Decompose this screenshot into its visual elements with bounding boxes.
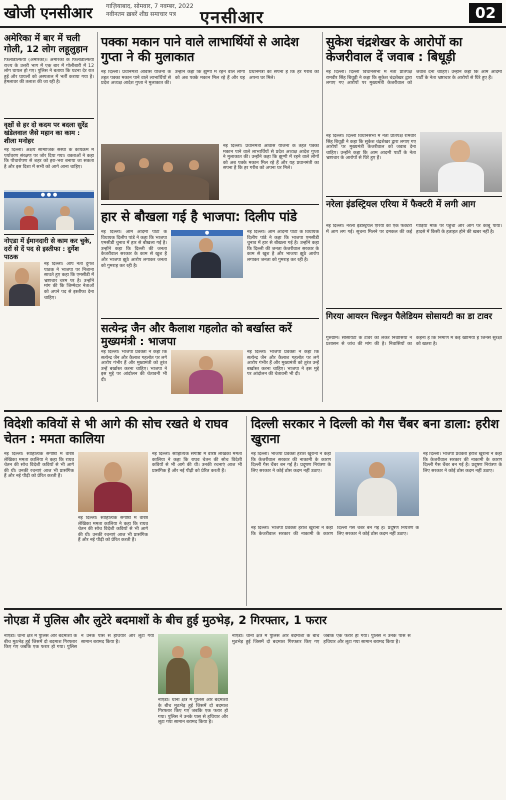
newspaper-name: खोजी एनसीआर (4, 4, 93, 22)
story-body: नई दिल्ली। साहित्यिक संगोष्ठी में वरिष्ठ लेखिका ममता कालिया ने कहा कि राघव चेतन की सोच विदेशी कवियों से भी आगे की थी। उनकी रचनाएं आज भी प्रासंगिक हैं और नई पीढ़ी को प्रेरित करती हैं। (4, 452, 74, 480)
dateline (106, 3, 196, 19)
story-body-cont: नई दिल्ली। भाजपा प्रवक्ता ने कहा कि सत्येन्द्र जैन और कैलाश गहलोत पर लगे आरोप गंभीर हैं और मुख्यमंत्री को तुरंत उन्हें बर्खास्त करना चाहिए। भाजपा ने इस मुद्दे पर आंदोलन की चेतावनी भी दी। (247, 350, 319, 378)
person-head (24, 206, 34, 216)
divider (326, 308, 502, 309)
dateline-tagline: नवीनतम ख़बरें शीघ्र समाचार पत्र (106, 11, 176, 18)
person-head (450, 140, 470, 162)
person-body (357, 478, 397, 516)
story-body: नई दिल्ली। अक्षय सामाजिक संस्था के कार्यक्रम में पर्यावरण संरक्षण पर जोर दिया गया। वक्ताओं ने कहा कि पौधारोपण से शहर को हरा-भरा बनाया जा सकता है और इस दिशा में सभी को आगे आना चाहिए। (4, 148, 94, 170)
headline: विदेशी कवियों से भी आगे की सोच रखते थे राघव चेतन : ममता कालिया (4, 416, 228, 446)
person-body (20, 216, 38, 230)
headline: दिल्ली सरकार ने दिल्ली को गैस चैंबर बना डाला: हरीश खुराना (251, 416, 500, 446)
column-divider (322, 32, 323, 402)
section-divider (4, 410, 502, 412)
column-divider (246, 416, 247, 606)
headline: नोएडा में पुलिस और लुटेरे बदमाशों के बीच हुई मुठभेड़, 2 गिरफ्तार, 1 फरार (4, 613, 327, 627)
story-body: नोएडा। थाना क्षेत्र में पुलिस और बदमाशों के बीच मुठभेड़ हुई जिसमें दो बदमाश गिरफ्तार किए गए जबकि एक फरार हो गया। पुलिस ने उनके पास से हथियार और लूटा गया सामान बरामद किया है। (4, 634, 154, 651)
headline: नोएडा में ईमानदारी से काम कर चुके, दरों से दें पद से इस्तीफा : दुर्गेश पाठक (4, 237, 92, 261)
story-body-cont: नई दिल्ली। प्रधानमंत्री आवास योजना के तहत पक्का मकान पाने वाले लाभार्थियों से प्रदेश अध्यक्ष आदेश गुप्ता ने मुलाकात की। उन्होंने कहा कि झुग्गी में रहने वाले लोगों को अब पक्के मकान मिल रहे हैं और यह प्रधानमंत्री का सपना है कि हर गरीब को अपना घर मिले। (223, 144, 319, 172)
divider (4, 234, 94, 235)
dateline-date: गाज़ियाबाद, सोमवार, 7 नवम्बर, 2022 (106, 3, 194, 10)
headline: सुकेश चंद्रशेखर के आरोपों का केजरीवाल दें जवाब : बिधूड़ी (326, 34, 463, 64)
person-head (369, 462, 385, 478)
event-banner: ● ● ● (4, 192, 94, 198)
person-head (189, 160, 199, 170)
headline: नरेला इंडस्ट्रियल एरिया में फैक्टरी में लगी आग (326, 200, 476, 210)
person-body (94, 482, 132, 512)
crowd (109, 174, 209, 200)
person-head (15, 268, 29, 284)
story-body: नई दिल्ली। आप नेता दुर्गेश पाठक ने भाजपा पर निशाना साधते हुए कहा कि एमसीडी में भ्रष्टाचार चरम पर है। उन्होंने मांग की कि जिम्मेदार नेताओं को अपने पद से इस्तीफा देना चाहिए। (44, 262, 94, 301)
story-body: नई दिल्ली। आम आदमी पार्टी के विधायक दिलीप पांडे ने कहा कि भाजपा एमसीडी चुनाव में हार से बौखला गई है। उन्होंने कहा कि दिल्ली की जनता केजरीवाल सरकार के काम से खुश है और भाजपा झूठे आरोप लगाकर जनता को गुमराह कर रही है। (101, 230, 167, 269)
person-body (191, 252, 221, 278)
person-body (194, 658, 218, 694)
story-body: फिलाडेल्फिया (अमेरिका)। अमेरिका के फिलाडेल्फिया राज्य के उत्तरी भाग में एक बार में गोलीबारी में 12 लोग घायल हो गए। पुलिस ने बताया कि घटना देर रात हुई और घायलों को अस्पताल में भर्ती कराया गया है। हमलावर की तलाश की जा रही है। (4, 58, 94, 86)
story-body: नई दिल्ली। दिल्ली विधानसभा में नेता प्रतिपक्ष रामवीर सिंह बिधूड़ी ने कहा कि सुकेश चंद्रशेखर द्वारा लगाए गए आरोपों पर मुख्यमंत्री केजरीवाल को जवाब देना चाहिए। उन्होंने कहा कि आम आदमी पार्टी के नेता भ्रष्टाचार के आरोपों से घिरे हुए हैं। (326, 70, 502, 87)
portrait-photo (420, 132, 502, 192)
story-body: नई दिल्ली। नरेला इंडस्ट्रियल एरिया की एक फैक्टरी में आग लग गई। सूचना मिलने पर दमकल की कई गाड़ियां मौके पर पहुंचीं और आग पर काबू पाया। हादसे में किसी के हताहत होने की खबर नहीं है। (326, 224, 502, 235)
portrait-photo (78, 452, 148, 512)
section-title: एनसीआर (200, 8, 265, 28)
story-body: नई दिल्ली। भाजपा प्रवक्ता हरीश खुराना ने कहा कि केजरीवाल सरकार की नाकामी के कारण दिल्ली गैस चैंबर बन गई है। प्रदूषण नियंत्रण के लिए सरकार ने कोई ठोस कदम नहीं उठाए। (251, 452, 331, 474)
headline: हार से बौखला गई है भाजपा: दिलीप पांडे (101, 210, 297, 225)
page-number: 02 (469, 3, 502, 23)
person-head (199, 238, 213, 252)
divider (4, 118, 94, 119)
event-photo (4, 190, 94, 230)
headline: सत्येन्द्र जैन और कैलाश गहलोत को बर्खास्त करें मुख्यमंत्री : भाजपा (101, 322, 292, 349)
section-divider (4, 608, 502, 610)
portrait-photo (4, 262, 40, 306)
person-head (163, 162, 173, 172)
person-body (189, 370, 223, 394)
person-head (115, 162, 125, 172)
story-body-cont: नई दिल्ली। दिल्ली विधानसभा में नेता प्रतिपक्ष रामवीर सिंह बिधूड़ी ने कहा कि सुकेश चंद्रशेखर द्वारा लगाए गए आरोपों पर मुख्यमंत्री केजरीवाल को जवाब देना चाहिए। उन्होंने कहा कि आम आदमी पार्टी के नेता भ्रष्टाचार के आरोपों से घिरे हुए हैं। (326, 134, 416, 162)
story-body-cont: नई दिल्ली। भाजपा प्रवक्ता हरीश खुराना ने कहा कि केजरीवाल सरकार की नाकामी के कारण दिल्ली गैस चैंबर बन गई है। प्रदूषण नियंत्रण के लिए सरकार ने कोई ठोस कदम नहीं उठाए। (423, 452, 502, 474)
person-head (60, 206, 70, 216)
divider (326, 196, 502, 197)
person-body (166, 658, 190, 694)
divider (101, 204, 319, 205)
headline: अमेरिका में बार में चली गोली, 12 लोग लहूलुहान (4, 34, 88, 55)
police-photo (158, 634, 228, 694)
story-body-cont: नई दिल्ली। साहित्यिक संगोष्ठी में वरिष्ठ लेखिका ममता कालिया ने कहा कि राघव चेतन की सोच विदेशी कवियों से भी आगे की थी। उनकी रचनाएं आज भी प्रासंगिक हैं और नई पीढ़ी को प्रेरित करती हैं। (152, 452, 242, 474)
divider (101, 318, 319, 319)
person-body (438, 162, 484, 192)
story-body: नई दिल्ली। भाजपा प्रवक्ता ने कहा कि सत्येन्द्र जैन और कैलाश गहलोत पर लगे आरोप गंभीर हैं और मुख्यमंत्री को तुरंत उन्हें बर्खास्त करना चाहिए। भाजपा ने इस मुद्दे पर आंदोलन की चेतावनी भी दी। (101, 350, 167, 383)
person-head (172, 646, 184, 658)
press-photo (335, 452, 419, 516)
spokesperson-photo (171, 350, 243, 394)
masthead (0, 0, 506, 28)
column-divider (97, 32, 98, 402)
person-head (200, 646, 212, 658)
story-body-cont: नोएडा। थाना क्षेत्र में पुलिस और बदमाशों के बीच मुठभेड़ हुई जिसमें दो बदमाश गिरफ्तार किए गए जबकि एक फरार हो गया। पुलिस ने उनके पास से हथियार और लूटा गया सामान बरामद किया है। (232, 634, 411, 645)
person-head (199, 356, 213, 370)
story-body: गुरुग्राम। सोसायटी के टावर को लेकर निवासियों ने प्रशासन से जांच की मांग की है। निवासियों का कहना है कि निर्माण में कई खामियां हैं जिनसे सुरक्षा को खतरा है। (326, 336, 502, 347)
party-banner: ● (171, 230, 243, 236)
person-body (9, 284, 35, 306)
press-conference-photo (171, 230, 243, 278)
person-head (139, 158, 149, 168)
person-head (104, 462, 122, 482)
headline: गिरया आयरन चिल्ड्रन पैलेडियम सोसायटी का डा टावर (326, 312, 493, 322)
person-body (56, 216, 74, 230)
headline: पक्का मकान पाने वाले लाभार्थियों से आदेश गुप्ता ने की मुलाकात (101, 34, 299, 64)
meeting-photo (101, 144, 219, 200)
story-body: नई दिल्ली। प्रधानमंत्री आवास योजना के तहत पक्का मकान पाने वाले लाभार्थियों से प्रदेश अध्यक्ष आदेश गुप्ता ने मुलाकात की। उन्होंने कहा कि झुग्गी में रहने वाले लोगों को अब पक्के मकान मिल रहे हैं और यह प्रधानमंत्री का सपना है कि हर गरीब को अपना घर मिले। (101, 70, 319, 87)
story-body-cont: नई दिल्ली। भाजपा प्रवक्ता हरीश खुराना ने कहा कि केजरीवाल सरकार की नाकामी के कारण दिल्ली गैस चैंबर बन गई है। प्रदूषण नियंत्रण के लिए सरकार ने कोई ठोस कदम नहीं उठाए। (251, 526, 419, 537)
story-body-cont: नई दिल्ली। आम आदमी पार्टी के विधायक दिलीप पांडे ने कहा कि भाजपा एमसीडी चुनाव में हार से बौखला गई है। उन्होंने कहा कि दिल्ली की जनता केजरीवाल सरकार के काम से खुश है और भाजपा झूठे आरोप लगाकर जनता को गुमराह कर रही है। (247, 230, 319, 263)
headline: वृक्षों से हर दो कदम पर बदला सुरेंद्र खंडेलवाल जैसे महान का काम : शीला मनोहर (4, 121, 88, 145)
story-body-cont: नोएडा। थाना क्षेत्र में पुलिस और बदमाशों के बीच मुठभेड़ हुई जिसमें दो बदमाश गिरफ्तार किए गए जबकि एक फरार हो गया। पुलिस ने उनके पास से हथियार और लूटा गया सामान बरामद किया है। (158, 698, 228, 726)
story-body-cont: नई दिल्ली। साहित्यिक संगोष्ठी में वरिष्ठ लेखिका ममता कालिया ने कहा कि राघव चेतन की सोच विदेशी कवियों से भी आगे की थी। उनकी रचनाएं आज भी प्रासंगिक हैं और नई पीढ़ी को प्रेरित करती हैं। (78, 516, 148, 544)
